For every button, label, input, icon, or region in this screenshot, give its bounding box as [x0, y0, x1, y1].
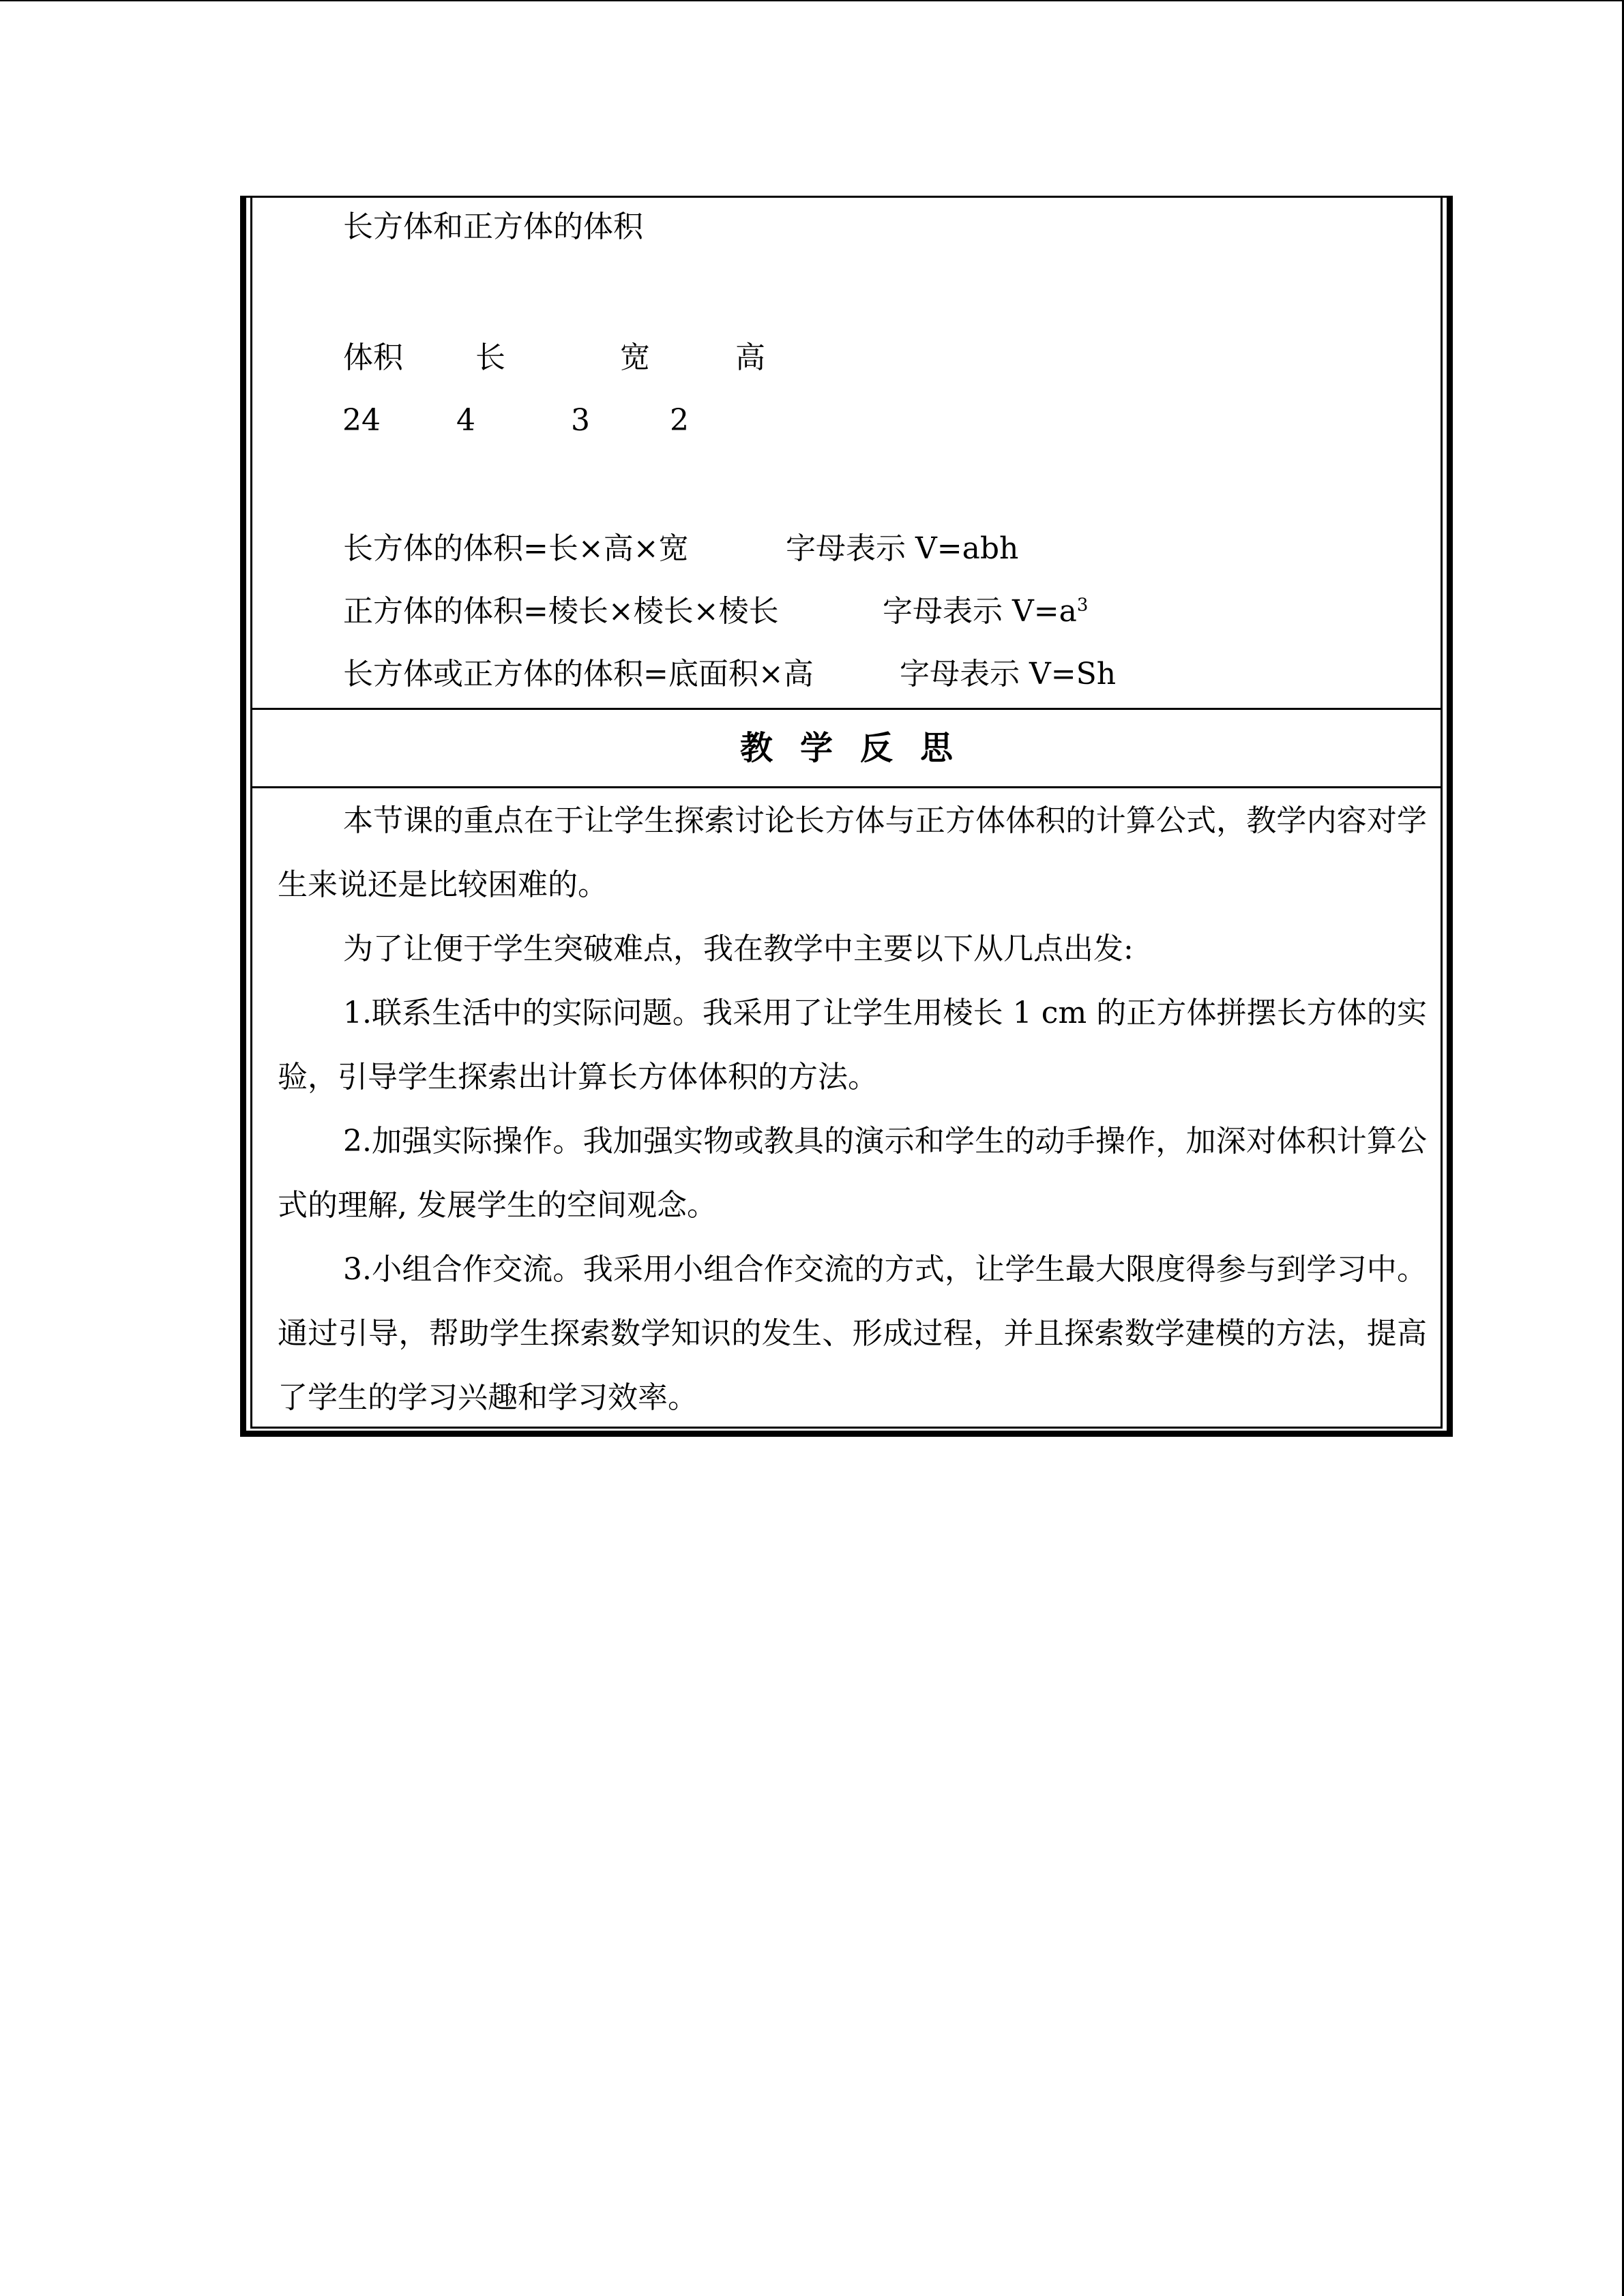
- volume-value-height: 2: [670, 403, 689, 438]
- reflection-paragraph-2: 为了让便于学生突破难点，我在教学中主要以下从几点出发:: [343, 931, 1134, 966]
- cuboid-letter-formula: [786, 530, 1018, 568]
- volume-header-width: 宽: [620, 340, 650, 375]
- volume-header-height: 高: [735, 340, 765, 375]
- table-top-border: [240, 196, 1453, 198]
- reflection-paragraph-1: 本节课的重点在于让学生探索讨论长方体与正方体体积的计算公式，教学内容对学生来说还是比较困难的。: [278, 803, 1427, 902]
- general-letter-label: 字母表示: [900, 657, 1020, 691]
- cuboid-letter-label: 字母表示: [786, 531, 906, 566]
- cube-exponent: 3: [1076, 595, 1089, 616]
- cube-letter-expression: V=a: [1012, 594, 1077, 629]
- lesson-table: [240, 196, 1453, 1437]
- cuboid-letter-expression: V=abh: [915, 531, 1019, 566]
- volume-header-length: 长: [475, 340, 505, 375]
- volume-value-length: 4: [456, 403, 475, 438]
- cuboid-formula: 长方体的体积=长×高×宽: [343, 531, 689, 566]
- volume-value-volume: 24: [342, 403, 381, 438]
- table-left-thick-border: [240, 196, 246, 1437]
- volume-header-volume: 体积: [343, 340, 403, 375]
- section-title: 长方体和正方体的体积: [343, 209, 643, 244]
- general-formula: 长方体或正方体的体积=底面积×高: [343, 657, 814, 691]
- reflection-paragraph-4: 2.加强实际操作。我加强实物或教具的演示和学生的动手操作，加深对体积计算公式的理解, 发展学生的空间观念。: [278, 1124, 1427, 1223]
- row-divider-heading: [250, 786, 1443, 788]
- volume-value-width: 3: [571, 403, 590, 438]
- reflection-paragraph-3: 1.联系生活中的实际问题。我采用了让学生用棱长 1 cm 的正方体拼摆长方体的实验，引导学生探索出计算长方体体积的方法。: [278, 996, 1427, 1094]
- cube-letter-label: 字母表示: [883, 594, 1003, 629]
- general-letter-formula: [900, 655, 1116, 694]
- general-letter-expression: V=Sh: [1029, 657, 1117, 691]
- table-right-thin-border: [1441, 196, 1443, 1429]
- table-right-thick-border: [1447, 196, 1453, 1437]
- page-top-border: [0, 0, 1624, 1]
- table-left-thin-border: [250, 196, 252, 1429]
- reflection-paragraph-5: 3.小组合作交流。我采用小组合作交流的方式，让学生最大限度得参与到学习中。通过引导，帮助学生探索数学知识的发生、形成过程，并且探索数学建模的方法，提高了学生的学习兴趣和学习效率。: [278, 1252, 1427, 1415]
- cube-formula: 正方体的体积=棱长×棱长×棱长: [343, 594, 779, 629]
- table-bottom-thick-border: [240, 1431, 1453, 1437]
- cube-letter-formula: [883, 593, 1088, 631]
- reflection-heading: 教学反思: [739, 729, 980, 767]
